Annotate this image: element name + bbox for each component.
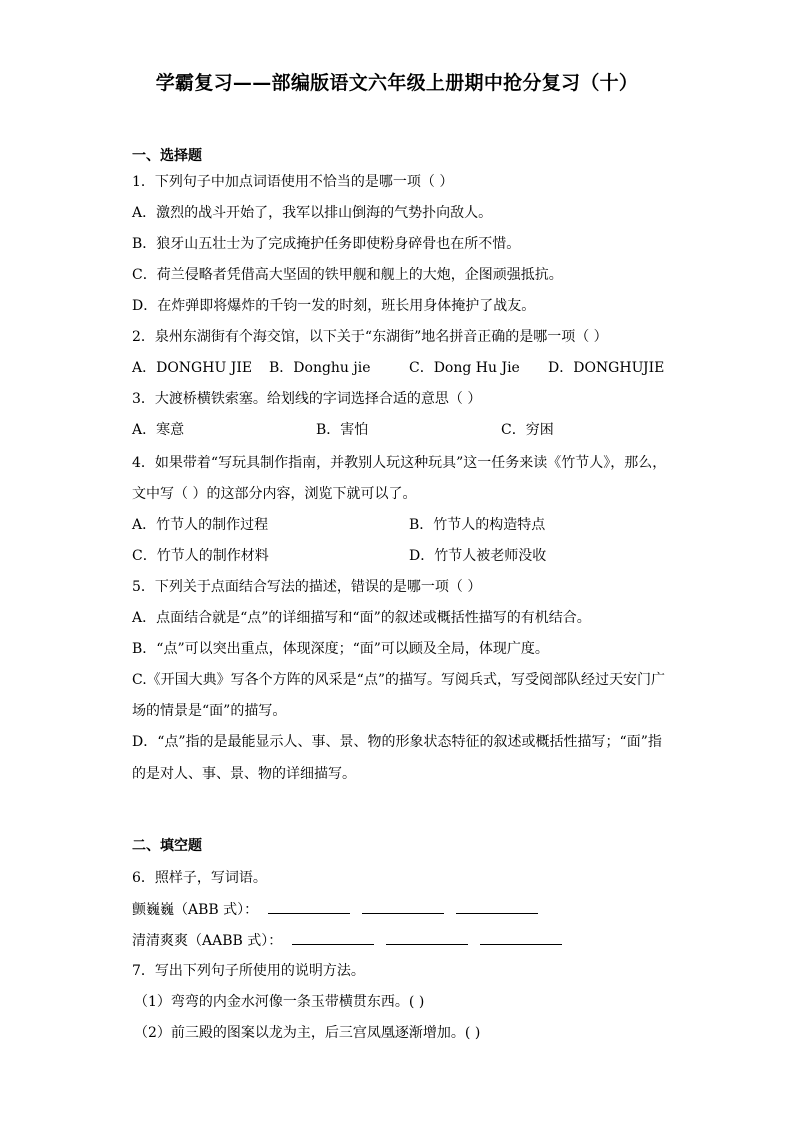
question-1-stem: 1．下列句子中加点词语使用不恰当的是哪一项（ ） [132, 174, 454, 190]
question-3-option-c: C．穷困 [501, 422, 554, 438]
answer-blank[interactable] [386, 931, 468, 945]
question-6-row2 [132, 931, 562, 950]
question-1-option-c: C．荷兰侵略者凭借高大坚固的铁甲舰和舰上的大炮，企图顽强抵抗。 [132, 267, 563, 283]
question-6-row1 [132, 900, 538, 919]
question-5-option-b: B．“点”可以突出重点，体现深度；“面”可以顾及全局，体现广度。 [132, 641, 549, 657]
answer-blank[interactable] [292, 931, 374, 945]
section-heading-fill: 二、填空题 [132, 838, 202, 854]
answer-blank[interactable] [362, 900, 444, 914]
question-4-option-b: B．竹节人的构造特点 [409, 517, 546, 533]
answer-blank[interactable] [480, 931, 562, 945]
question-5-option-c-line2: 场的情景是“面”的描写。 [132, 703, 287, 719]
question-3-stem: 3．大渡桥横铁索塞。给划线的字词选择合适的意思（ ） [132, 391, 482, 407]
question-3-option-a: A．寒意 [132, 422, 185, 438]
section-heading-choice: 一、选择题 [132, 148, 202, 164]
question-4-option-d: D．竹节人被老师没收 [409, 548, 547, 564]
question-2-option-c: C．Dong Hu Jie [409, 360, 520, 376]
question-1-option-d: D．在炸弹即将爆炸的千钧一发的时刻，班长用身体掩护了战友。 [132, 298, 536, 314]
question-6-stem: 6．照样子，写词语。 [132, 870, 267, 886]
question-7-stem: 7．写出下列句子所使用的说明方法。 [132, 963, 365, 979]
question-2-option-d: D．DONGHUJIE [548, 360, 665, 376]
question-5-stem: 5．下列关于点面结合写法的描述，错误的是哪一项（ ） [132, 579, 482, 595]
question-6-row1-label: 颤巍巍（ABB 式）： [132, 902, 259, 918]
question-1-option-a: A．激烈的战斗开始了，我军以排山倒海的气势扑向敌人。 [132, 205, 493, 221]
question-7-sentence-2: （2）前三殿的图案以龙为主，后三宫凤凰逐渐增加。( ) [134, 1025, 481, 1041]
question-2-stem: 2．泉州东湖街有个海交馆，以下关于“东湖街”地名拼音正确的是哪一项（ ） [132, 329, 608, 345]
question-5-option-c-line1: C.《开国大典》写各个方阵的风采是“点”的描写。写阅兵式，写受阅部队经过天安门广 [132, 672, 665, 688]
question-4-stem-line1: 4．如果带着“写玩具制作指南，并教别人玩这种玩具”这一任务来读《竹节人》，那么， [132, 455, 667, 471]
question-6-row2-label: 清清爽爽（AABB 式）： [132, 933, 283, 949]
question-7-sentence-1: （1）弯弯的内金水河像一条玉带横贯东西。( ) [134, 994, 425, 1010]
question-4-option-a: A．竹节人的制作过程 [132, 517, 269, 533]
page-title: 学霸复习——部编版语文六年级上册期中抢分复习（十） [155, 72, 639, 94]
question-2-option-b: B．Donghu jie [269, 360, 371, 376]
answer-blank[interactable] [456, 900, 538, 914]
question-4-option-c: C．竹节人的制作材料 [132, 548, 269, 564]
question-5-option-d-line1: D．“点”指的是最能显示人、事、景、物的形象状态特征的叙述或概括性描写；“面”指 [132, 734, 662, 750]
question-2-option-a: A．DONGHU JIE [132, 360, 253, 376]
question-5-option-d-line2: 的是对人、事、景、物的详细描写。 [132, 766, 356, 782]
question-1-option-b: B．狼牙山五壮士为了完成掩护任务即使粉身碎骨也在所不惜。 [132, 236, 521, 252]
answer-blank[interactable] [268, 900, 350, 914]
question-4-stem-line2: 文中写（ ）的这部分内容，浏览下就可以了。 [132, 486, 417, 502]
question-3-option-b: B．害怕 [316, 422, 369, 438]
question-5-option-a: A．点面结合就是“点”的详细描写和“面”的叙述或概括性描写的有机结合。 [132, 610, 591, 626]
